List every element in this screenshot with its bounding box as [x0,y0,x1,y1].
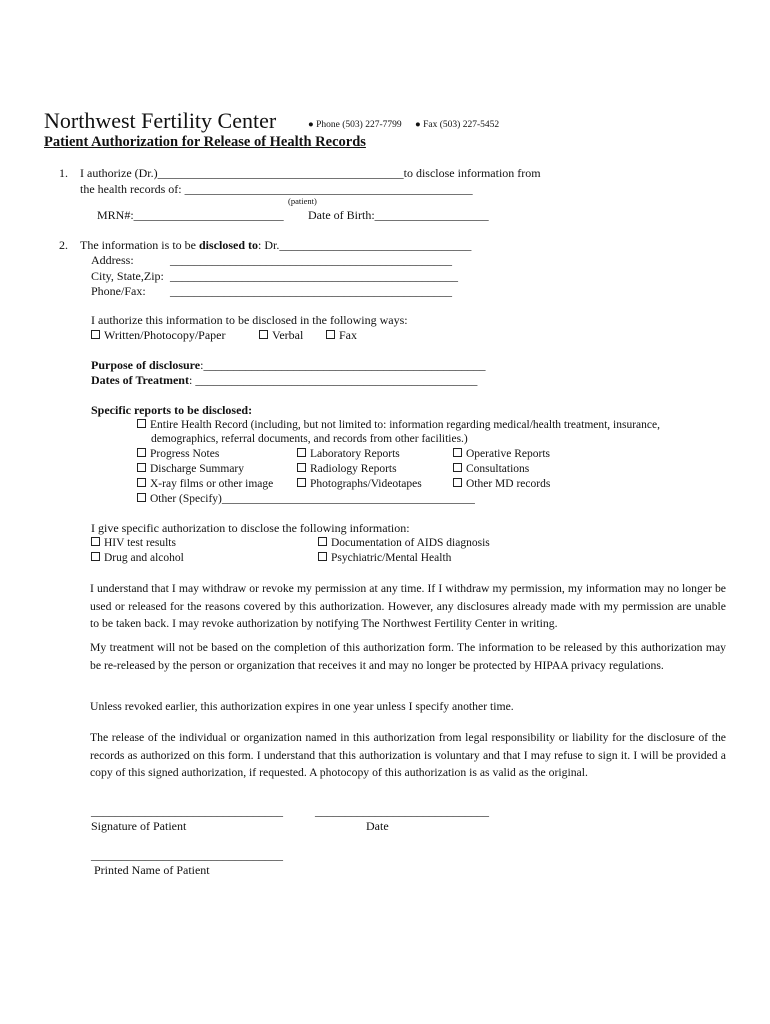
purpose-blank: :_______________________________________________ [200,358,486,372]
expires-paragraph: Unless revoked earlier, this authorization expires in one year unless I specify another time. [90,700,514,713]
dates-field[interactable] [91,373,477,388]
specific-drug-alcohol[interactable] [91,551,184,566]
method-written-label: Written/Photocopy/Paper [104,328,226,342]
signature-line[interactable]: ________________________________ [91,804,283,818]
consultations-label: Consultations [466,463,530,475]
checkbox-hiv[interactable] [91,537,100,546]
checkbox-fax[interactable] [326,330,335,339]
dates-label: Dates of Treatment [91,373,189,387]
checkbox-operative[interactable] [453,448,462,457]
report-operative[interactable] [453,447,550,462]
date-line[interactable]: _____________________________ [315,804,489,818]
methods-intro: I authorize this information to be disclosed in the following ways: [91,313,408,327]
entire-line2: demographics, referral documents, and records from other facilities.) [151,433,468,445]
report-discharge-summary[interactable] [137,462,244,477]
section1-number: 1. [59,166,68,180]
checkbox-photographs[interactable] [297,478,306,487]
checkbox-verbal[interactable] [259,330,268,339]
checkbox-laboratory[interactable] [297,448,306,457]
treatment-paragraph: My treatment will not be based on the completion of this authorization form. The information to be released by this authorization may be re-released by the person or organization that receives it and may no longer be protected by HIPAA privacy regulations. [90,641,726,672]
checkbox-radiology[interactable] [297,463,306,472]
drug-alcohol-label: Drug and alcohol [104,552,184,564]
checkbox-consultations[interactable] [453,463,462,472]
method-verbal[interactable] [259,328,303,343]
disclosed-to-field[interactable] [80,238,471,253]
photographs-label: Photographs/Videotapes [310,478,422,490]
report-xray[interactable] [137,477,273,492]
method-verbal-label: Verbal [272,328,304,342]
specific-intro: I give specific authorization to disclose the following information: [91,521,410,535]
checkbox-other-md[interactable] [453,478,462,487]
org-name: Northwest Fertility Center [44,108,277,133]
release-paragraph: The release of the individual or organization named in this authorization from legal responsibility or liability for the disclosure of the records as authorized on this form. I understand that this authorization is voluntary and that I may refuse to sign it. I will be provided a copy of this signed authorization, if requested. A photocopy of this authorization is as valid as the original. [90,731,726,779]
dob-field[interactable]: Date of Birth:___________________ [308,208,489,222]
specific-hiv[interactable] [91,536,176,551]
signature-label: Signature of Patient [91,819,187,833]
other-specify-label: Other (Specify)____________________________________________ [150,493,475,505]
specific-aids[interactable] [318,536,490,551]
progress-notes-label: Progress Notes [150,448,220,460]
printed-name-label: Printed Name of Patient [94,863,210,877]
fax-text: Fax (503) 227-5452 [423,120,500,130]
checkbox-xray[interactable] [137,478,146,487]
city-label: City, State,Zip: [91,269,164,283]
report-consultations[interactable] [453,462,529,477]
report-progress-notes[interactable] [137,447,219,462]
aids-label: Documentation of AIDS diagnosis [331,537,490,549]
printed-name-line[interactable]: ________________________________ [91,848,283,862]
disclosed-bold: disclosed to [198,238,258,252]
specific-psychiatric[interactable] [318,551,451,566]
report-laboratory[interactable] [297,447,400,462]
operative-label: Operative Reports [466,448,550,460]
report-entire-record[interactable] [137,418,660,433]
disclosed-prefix: The information is to be [80,238,199,252]
report-radiology[interactable] [297,462,397,477]
checkbox-discharge-summary[interactable] [137,463,146,472]
patient-caption: (patient) [288,196,317,206]
phone-fax-field[interactable]: _______________________________________________ [170,284,452,298]
section2-number: 2. [59,238,68,252]
entire-line1: Entire Health Record (including, but not limited to: information regarding medical/health treatment, insurance, [150,419,660,431]
address-label: Address: [91,253,134,267]
city-field[interactable]: ________________________________________________ [170,269,458,283]
disclosed-suffix: : Dr.________________________________ [258,238,472,252]
checkbox-psychiatric[interactable] [318,552,327,561]
other-md-label: Other MD records [466,478,551,490]
checkbox-progress-notes[interactable] [137,448,146,457]
mrn-field[interactable]: MRN#:_________________________ [97,208,284,222]
phone-text: Phone (503) 227-7799 [316,120,402,130]
report-other-md[interactable] [453,477,550,492]
address-field[interactable]: _______________________________________________ [170,253,452,267]
psychiatric-label: Psychiatric/Mental Health [331,552,452,564]
hiv-label: HIV test results [104,537,176,549]
fax-number: ● Fax (503) 227-5452 [415,120,500,130]
checkbox-entire-record[interactable] [137,419,146,428]
discharge-summary-label: Discharge Summary [150,463,245,475]
phone-number: ● Phone (503) 227-7799 [308,120,402,130]
checkbox-written[interactable] [91,330,100,339]
authorize-doctor-field[interactable]: I authorize (Dr.)_________________________________________to disclose information from [80,166,541,180]
report-photographs[interactable] [297,477,422,492]
phone-fax-label: Phone/Fax: [91,284,146,298]
checkbox-other-specify[interactable] [137,493,146,502]
dates-blank: : _______________________________________________ [188,373,478,387]
method-fax-label: Fax [339,328,357,342]
checkbox-drug-alcohol[interactable] [91,552,100,561]
withdraw-paragraph: I understand that I may withdraw or revoke my permission at any time. If I withdraw my permission, my information may no longer be used or released for the reasons covered by this authorization. However, any disclosures already made with my permission are unable to be taken back. I may revoke authorization by notifying The Northwest Fertility Center in writing. [90,582,726,630]
checkbox-aids[interactable] [318,537,327,546]
laboratory-label: Laboratory Reports [310,448,400,460]
patient-records-field[interactable]: the health records of: ________________________________________________ [80,182,473,196]
form-title: Patient Authorization for Release of Health Records [44,134,366,150]
report-other-specify[interactable] [137,492,475,507]
purpose-label: Purpose of disclosure [91,358,201,372]
radiology-label: Radiology Reports [310,463,397,475]
purpose-field[interactable] [91,358,485,373]
method-fax[interactable] [326,328,357,343]
xray-label: X-ray films or other image [150,478,274,490]
date-label: Date [366,819,389,833]
reports-heading: Specific reports to be disclosed: [91,403,253,417]
method-written[interactable] [91,328,226,343]
